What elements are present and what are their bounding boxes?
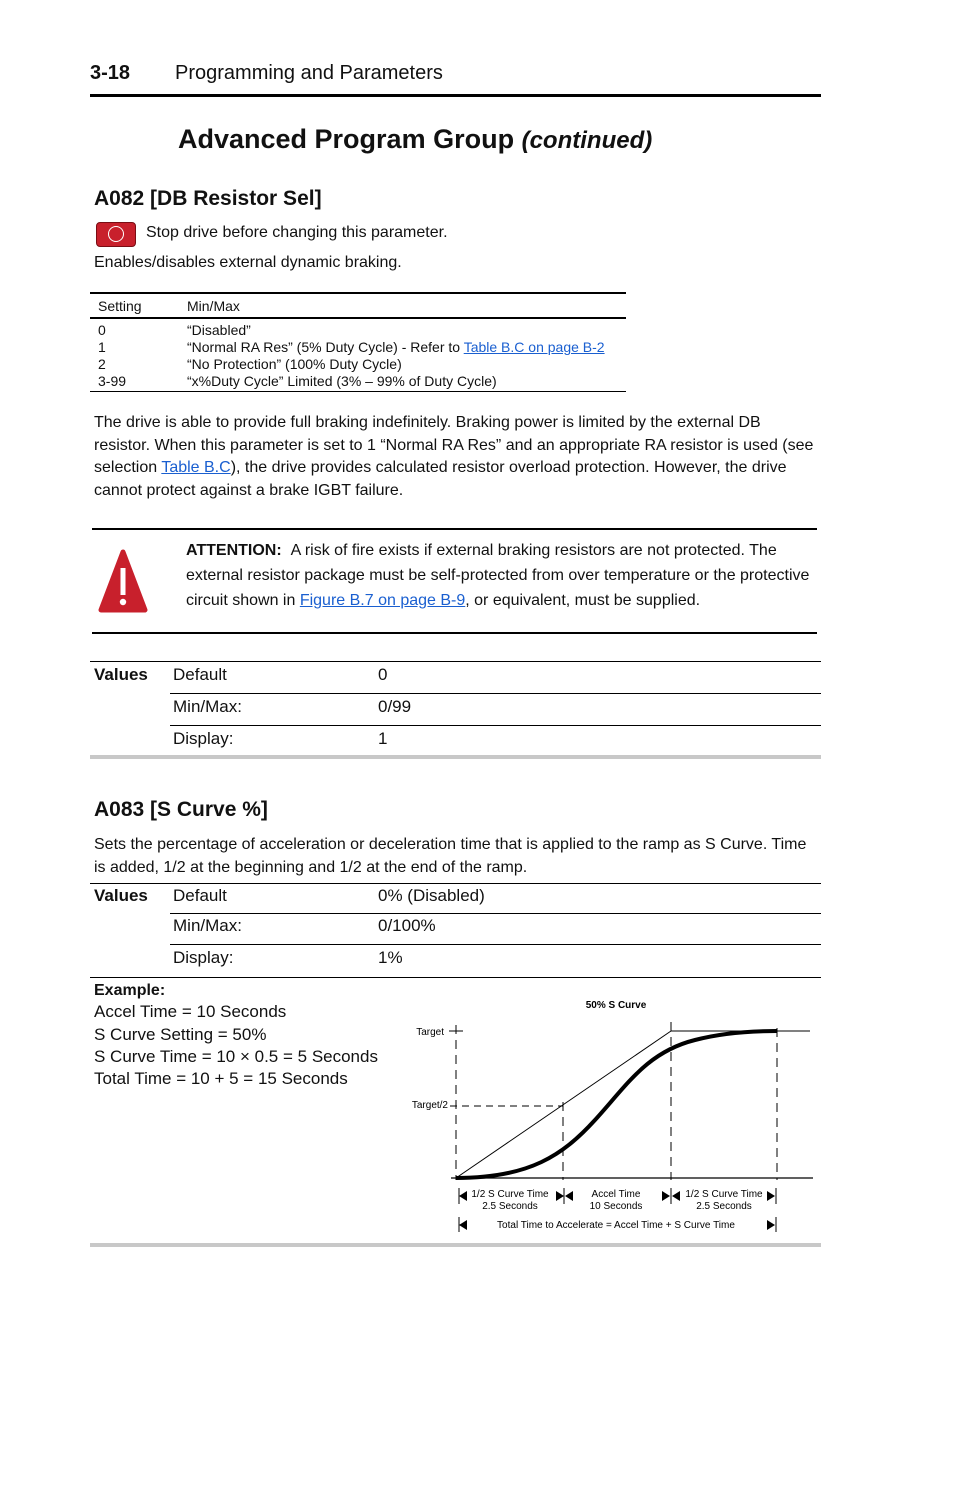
example-line: S Curve Setting = 50% [94, 1025, 267, 1044]
attention-label: ATTENTION: [186, 542, 282, 559]
values-name: Display: [173, 948, 234, 967]
values-label: Values [94, 886, 148, 905]
page-number: 3-18 [90, 62, 131, 84]
a082-description: Enables/disables external dynamic braking. [94, 254, 402, 271]
values-rule [90, 883, 821, 884]
attention-text1: A risk of fire exists if external braking resistors are not protected. The external resistor package must be self-protected from over temperature or the protective circuit shown in [186, 542, 810, 609]
s-curve [456, 1031, 777, 1178]
stop-icon [96, 222, 136, 247]
table-row-setting: 2 [98, 356, 106, 372]
attention-text [186, 538, 818, 613]
section-divider [90, 1243, 821, 1247]
table-row-setting: 1 [98, 339, 106, 355]
diagram-title: 50% S Curve [585, 1000, 647, 1011]
table-rule-top [90, 292, 626, 294]
page-title-main: Advanced Program Group [178, 124, 515, 154]
stop-note: Stop drive before changing this parameter. [146, 224, 448, 241]
warning-icon [98, 548, 148, 615]
example-line: S Curve Time = 10 × 0.5 = 5 Seconds [94, 1047, 378, 1066]
table-bc-link[interactable]: Table B.C on page B-2 [463, 339, 605, 355]
values-name: Min/Max: [173, 916, 242, 935]
col-header-setting: Setting [98, 298, 142, 314]
seg2-label-1: Accel Time [591, 1189, 641, 1200]
values-rule [170, 693, 821, 694]
page-title [178, 124, 652, 155]
values-value: 1% [378, 948, 403, 967]
example-line: Accel Time = 10 Seconds [94, 1002, 287, 1021]
attention-rule-top [92, 528, 817, 530]
values-value: 0% (Disabled) [378, 886, 485, 905]
example-line: Total Time = 10 + 5 = 15 Seconds [94, 1069, 348, 1088]
seg1-label-2: 2.5 Seconds [482, 1201, 538, 1212]
section-divider [90, 755, 821, 759]
table-row-text: “Disabled” [187, 322, 251, 338]
a082-body-part2: ), the drive provides calculated resistor overload protection. However, the drive cannot protect against a brake IGBT failure. [94, 459, 787, 499]
table-row-text: “x%Duty Cycle” Limited (3% – 99% of Duty Cycle) [187, 373, 497, 389]
col-header-minmax: Min/Max [187, 298, 240, 314]
table-row-setting: 3-99 [98, 373, 127, 389]
target-half-label: Target/2 [411, 1100, 448, 1111]
table-row-setting: 0 [98, 322, 106, 338]
header-rule [90, 94, 821, 97]
values-name: Default [173, 886, 227, 905]
seg1-label-1: 1/2 S Curve Time [471, 1189, 549, 1200]
values-value: 0/99 [378, 697, 412, 716]
a082-heading: A082 [DB Resistor Sel] [94, 187, 322, 210]
values-rule [90, 977, 821, 978]
values-name: Default [173, 665, 227, 684]
values-value: 0/100% [378, 916, 436, 935]
seg2-label-2: 10 Seconds [589, 1201, 643, 1212]
a082-body [94, 412, 818, 502]
a083-description: Sets the percentage of acceleration or deceleration time that is applied to the ramp as S Curve. Time is added, 1/2 at the beginning and 1/2 at the end of the ramp. [94, 836, 807, 876]
table-rule-mid [90, 317, 626, 319]
running-header: Programming and Parameters [175, 62, 443, 84]
a083-heading: A083 [S Curve %] [94, 798, 268, 821]
table-rule-bottom [90, 391, 626, 392]
values-value: 0 [378, 665, 388, 684]
values-rule [170, 725, 821, 726]
figure-b7-link[interactable]: Figure B.7 on page B-9 [299, 592, 466, 609]
values-rule [170, 913, 821, 914]
values-value: 1 [378, 729, 388, 748]
attention-rule-bottom [92, 632, 817, 634]
total-label: Total Time to Accelerate = Accel Time + S Curve Time [497, 1220, 735, 1231]
s-curve-diagram [395, 990, 820, 1235]
seg3-label-2: 2.5 Seconds [696, 1201, 752, 1212]
a082-body-part1: The drive is able to provide full braking indefinitely. Braking power is limited by the external DB resistor. When this parameter is set to 1 “Normal RA Res” and an appropriate RA resistor is used (see selection [94, 414, 814, 476]
target-label: Target [416, 1027, 444, 1038]
example-label: Example: [94, 982, 166, 999]
table-row-text-plain: “Normal RA Res” (5% Duty Cycle) - Refer to [187, 339, 464, 355]
values-rule [170, 944, 821, 945]
values-name: Min/Max: [173, 697, 242, 716]
table-row-text [187, 339, 627, 356]
seg3-label-1: 1/2 S Curve Time [685, 1189, 763, 1200]
page-title-continued: (continued) [521, 127, 653, 154]
table-bc-link-inline[interactable]: Table B.C [161, 459, 231, 476]
table-row-text: “No Protection” (100% Duty Cycle) [187, 356, 402, 372]
values-rule [90, 661, 821, 662]
values-name: Display: [173, 729, 234, 748]
attention-text2: , or equivalent, must be supplied. [465, 592, 701, 609]
values-label: Values [94, 665, 148, 684]
